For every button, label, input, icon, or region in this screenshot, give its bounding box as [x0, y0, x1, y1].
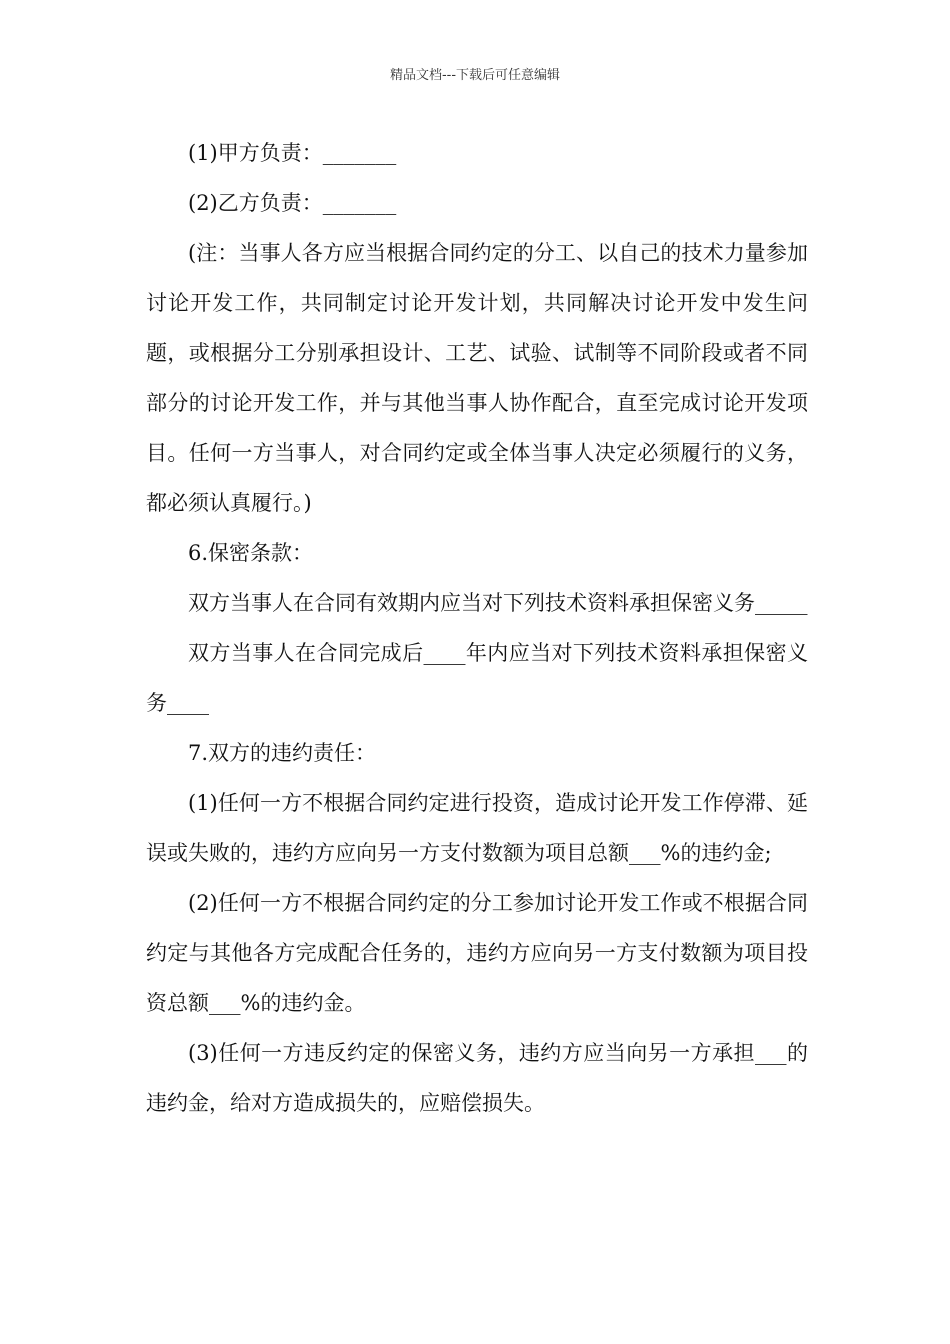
paragraph-liability-3: (3)任何一方违反约定的保密义务，违约方应当向另一方承担___的违约金，给对方造成损失的，应赔偿损失。: [146, 1041, 808, 1115]
paragraph-confidentiality-term: 双方当事人在合同有效期内应当对下列技术资料承担保密义务_____: [188, 591, 808, 615]
paragraph-confidentiality-after: 双方当事人在合同完成后____年内应当对下列技术资料承担保密义务____: [146, 641, 808, 715]
document-body: [146, 128, 808, 1128]
paragraph-party-b: (2)乙方负责：_______: [188, 191, 397, 215]
paragraph-liability-2: (2)任何一方不根据合同约定的分工参加讨论开发工作或不根据合同约定与其他各方完成配合任务的，违约方应向另一方支付数额为项目投资总额___%的违约金。: [146, 891, 808, 1015]
section-confidentiality-title: 6.保密条款：: [188, 541, 314, 565]
paragraph-liability-1: (1)任何一方不根据合同约定进行投资，造成讨论开发工作停滞、延误或失败的，违约方应向另一方支付数额为项目总额___%的违约金;: [146, 791, 808, 865]
paragraph-note: (注：当事人各方应当根据合同约定的分工、以自己的技术力量参加讨论开发工作，共同制定讨论开发计划，共同解决讨论开发中发生问题，或根据分工分别承担设计、工艺、试验、试制等不同阶段或者不同部分的讨论开发工作，并与其他当事人协作配合，直至完成讨论开发项目。任何一方当事人，对合同约定或全体当事人决定必须履行的义务，都必须认真履行。): [146, 241, 808, 515]
page-header: 精品文档---下载后可任意编辑: [389, 68, 561, 83]
section-liability-title: 7.双方的违约责任：: [188, 741, 377, 765]
paragraph-party-a: (1)甲方负责：_______: [188, 141, 397, 165]
